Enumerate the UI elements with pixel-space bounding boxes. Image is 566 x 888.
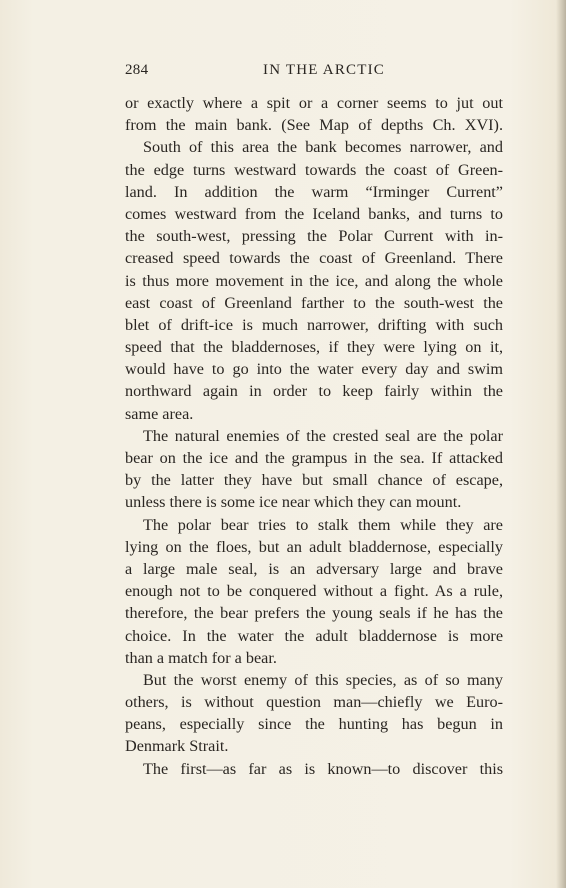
text-line: enough not to be conquered without a fight. As a rule, xyxy=(125,582,503,601)
text-line: The first—as far as is known—to discover this xyxy=(143,759,503,778)
text-line: lying on the floes, but an adult bladdernose, especially xyxy=(125,537,503,556)
text-line: bear on the ice and the grampus in the sea. If attacked xyxy=(125,449,503,467)
text-line: The natural enemies of the crested seal are the polar xyxy=(143,426,503,445)
text-line: peans, especially since the hunting has begun in xyxy=(125,715,503,734)
text-line: northward again in order to keep fairly within the xyxy=(125,382,503,401)
text-line: the south-west, pressing the Polar Current with in- xyxy=(125,227,503,246)
text-line: creased speed towards the coast of Greenland. There xyxy=(125,249,503,268)
text-line: a large male seal, is an adversary large and brave xyxy=(125,559,503,578)
text-line: the edge turns westward towards the coast of Green- xyxy=(125,160,503,179)
text-line: than a match for a bear. xyxy=(125,648,277,667)
running-head: IN THE ARCTIC xyxy=(263,62,385,78)
page-header xyxy=(125,62,503,82)
text-line: would have to go into the water every day and swim xyxy=(125,360,503,379)
text-line: is thus more movement in the ice, and along the whole xyxy=(125,271,503,290)
text-line: from the main bank. (See Map of depths Ch. XVI). xyxy=(125,116,503,135)
text-line: same area. xyxy=(125,404,194,423)
text-line: others, is without question man—chiefly we Euro- xyxy=(125,693,503,712)
text-line: The polar bear tries to stalk them while they are xyxy=(143,515,503,534)
text-line: land. In addition the warm “Irminger Current” xyxy=(125,182,503,201)
text-line: unless there is some ice near which they can mount. xyxy=(125,493,462,512)
text-line: therefore, the bear prefers the young seals if he has the xyxy=(125,604,503,623)
text-line: choice. In the water the adult bladdernose is more xyxy=(125,626,503,645)
text-line: Denmark Strait. xyxy=(125,737,229,756)
page-number: 284 xyxy=(125,62,149,78)
text-line: or exactly where a spit or a corner seems to jut out xyxy=(125,94,503,112)
body-text xyxy=(125,92,503,780)
text-line: But the worst enemy of this species, as of so many xyxy=(143,670,503,689)
text-line: speed that the bladdernoses, if they were lying on it, xyxy=(125,338,503,357)
text-line: by the latter they have but small chance of escape, xyxy=(125,471,503,490)
text-line: South of this area the bank becomes narrower, and xyxy=(143,138,503,157)
text-line: comes westward from the Iceland banks, and turns to xyxy=(125,204,503,223)
text-line: east coast of Greenland farther to the south-west the xyxy=(125,293,503,312)
page-edge-shadow xyxy=(556,0,566,888)
text-line: blet of drift-ice is much narrower, drifting with such xyxy=(125,315,503,334)
